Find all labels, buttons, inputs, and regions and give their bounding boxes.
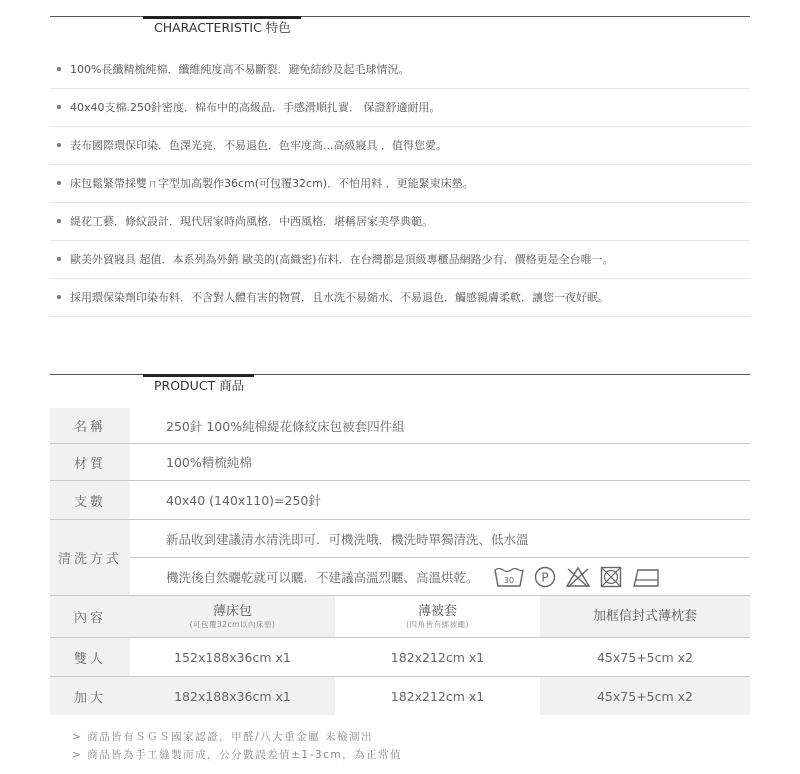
size-col2: 182x212cm x1 xyxy=(335,638,540,676)
wash-30-icon xyxy=(493,566,525,588)
characteristic-list xyxy=(50,51,750,317)
list-item: 表布國際環保印染．色澤光亮．不易退色．色牢度高...高級寢具 ．值得您愛。 xyxy=(50,127,750,165)
dry-clean-letter: P xyxy=(540,570,549,584)
product-table xyxy=(50,408,750,715)
bullet-icon xyxy=(57,257,61,261)
product-title: PRODUCT 商品 xyxy=(143,374,254,394)
table-row-name xyxy=(50,408,750,444)
dry-clean-icon xyxy=(534,566,556,588)
table-row-count xyxy=(50,481,750,520)
list-item: 100%長纖精梳純棉．纖維純度高不易斷裂．避免結紗及起毛球情況。 xyxy=(50,51,750,89)
bullet-icon xyxy=(57,143,61,147)
size-col3: 45x75+5cm x2 xyxy=(540,677,750,715)
count-label: 支數 xyxy=(50,481,130,519)
wash-label: 清洗方式 xyxy=(50,520,130,595)
wash-temp-text: 30 xyxy=(503,575,514,585)
note-tolerance: > 商品皆為手工縫製而成，公分數誤差值±1-3cm，為正常值 xyxy=(72,749,403,761)
table-row-wash xyxy=(50,520,750,596)
characteristic-title: CHARACTERISTIC 特色 xyxy=(143,16,301,36)
col1-title: 薄床包 xyxy=(212,603,252,619)
table-row-contents-header xyxy=(50,596,750,638)
size-label: 雙人 xyxy=(50,638,130,676)
bullet-icon xyxy=(57,219,61,223)
count-value: 40x40 (140x110)=250針 xyxy=(130,481,750,519)
bullet-icon xyxy=(57,295,61,299)
note-sgs: > 商品皆有ＳＧＳ國家認證，甲醛/八大重金屬 未檢測出 xyxy=(72,731,374,743)
contents-label: 內容 xyxy=(50,596,130,637)
no-tumble-dry-icon xyxy=(600,566,622,588)
col1-header xyxy=(130,596,335,637)
notes xyxy=(72,728,402,764)
iron-icon xyxy=(631,566,661,588)
size-col3: 45x75+5cm x2 xyxy=(540,638,750,676)
wash-line-1: 新品收到建議清水清洗即可．可機洗哦．機洗時單獨清洗、低水溫 xyxy=(166,531,529,547)
bullet-icon xyxy=(57,67,61,71)
list-item: 床包鬆緊帶採雙ㄇ字型加高製作36cm(可包覆32cm)．不怕用料 ．更能緊束床墊。 xyxy=(50,165,750,203)
bullet-icon xyxy=(57,181,61,185)
size-col2: 182x212cm x1 xyxy=(335,677,540,715)
col3-header xyxy=(540,596,750,637)
col1-subtitle: (可包覆32cm以內床墊) xyxy=(189,619,276,629)
wash-block xyxy=(130,520,750,595)
list-item: 40x40支棉.250針密度．棉布中的高級品．手感滑順扎實． 保證舒適耐用。 xyxy=(50,89,750,127)
table-row xyxy=(50,638,750,677)
table-row-material xyxy=(50,444,750,481)
list-item: 歐美外貿寢具 超值．本系列為外銷 歐美的(高織密)布料．在台灣都是頂級專櫃品網路少有．價格更是全台唯一。 xyxy=(50,241,750,279)
col2-header xyxy=(335,596,540,637)
material-value: 100%精梳純棉 xyxy=(130,444,750,480)
material-label: 材質 xyxy=(50,444,130,480)
wash-line-2: 機洗後自然曬乾就可以曬．不建議高溫烈曬、高溫烘乾。 30 P xyxy=(130,557,750,595)
name-value: 250針 100%純棉緹花條紋床包被套四件組 xyxy=(130,408,750,443)
list-item: 採用環保染劑印染布料．不含對人體有害的物質．且水洗不易縮水、不易退色．觸感親膚柔軟．讓您一夜好眠。 xyxy=(50,279,750,317)
col2-subtitle: (四角皆有綁被繩) xyxy=(406,619,469,629)
size-label: 加大 xyxy=(50,677,130,715)
care-icons xyxy=(493,566,661,588)
bullet-icon xyxy=(57,105,61,109)
size-col1: 182x188x36cm x1 xyxy=(130,677,335,715)
col3-title: 加框信封式薄枕套 xyxy=(592,609,697,624)
size-col1: 152x188x36cm x1 xyxy=(130,638,335,676)
table-row xyxy=(50,677,750,715)
col2-title: 薄被套 xyxy=(417,603,457,619)
no-bleach-icon xyxy=(565,566,591,588)
name-label: 名稱 xyxy=(50,408,130,443)
list-item: 緹花工藝．條紋設計．現代居家時尚風格．中西風格．堪稱居家美學典範。 xyxy=(50,203,750,241)
